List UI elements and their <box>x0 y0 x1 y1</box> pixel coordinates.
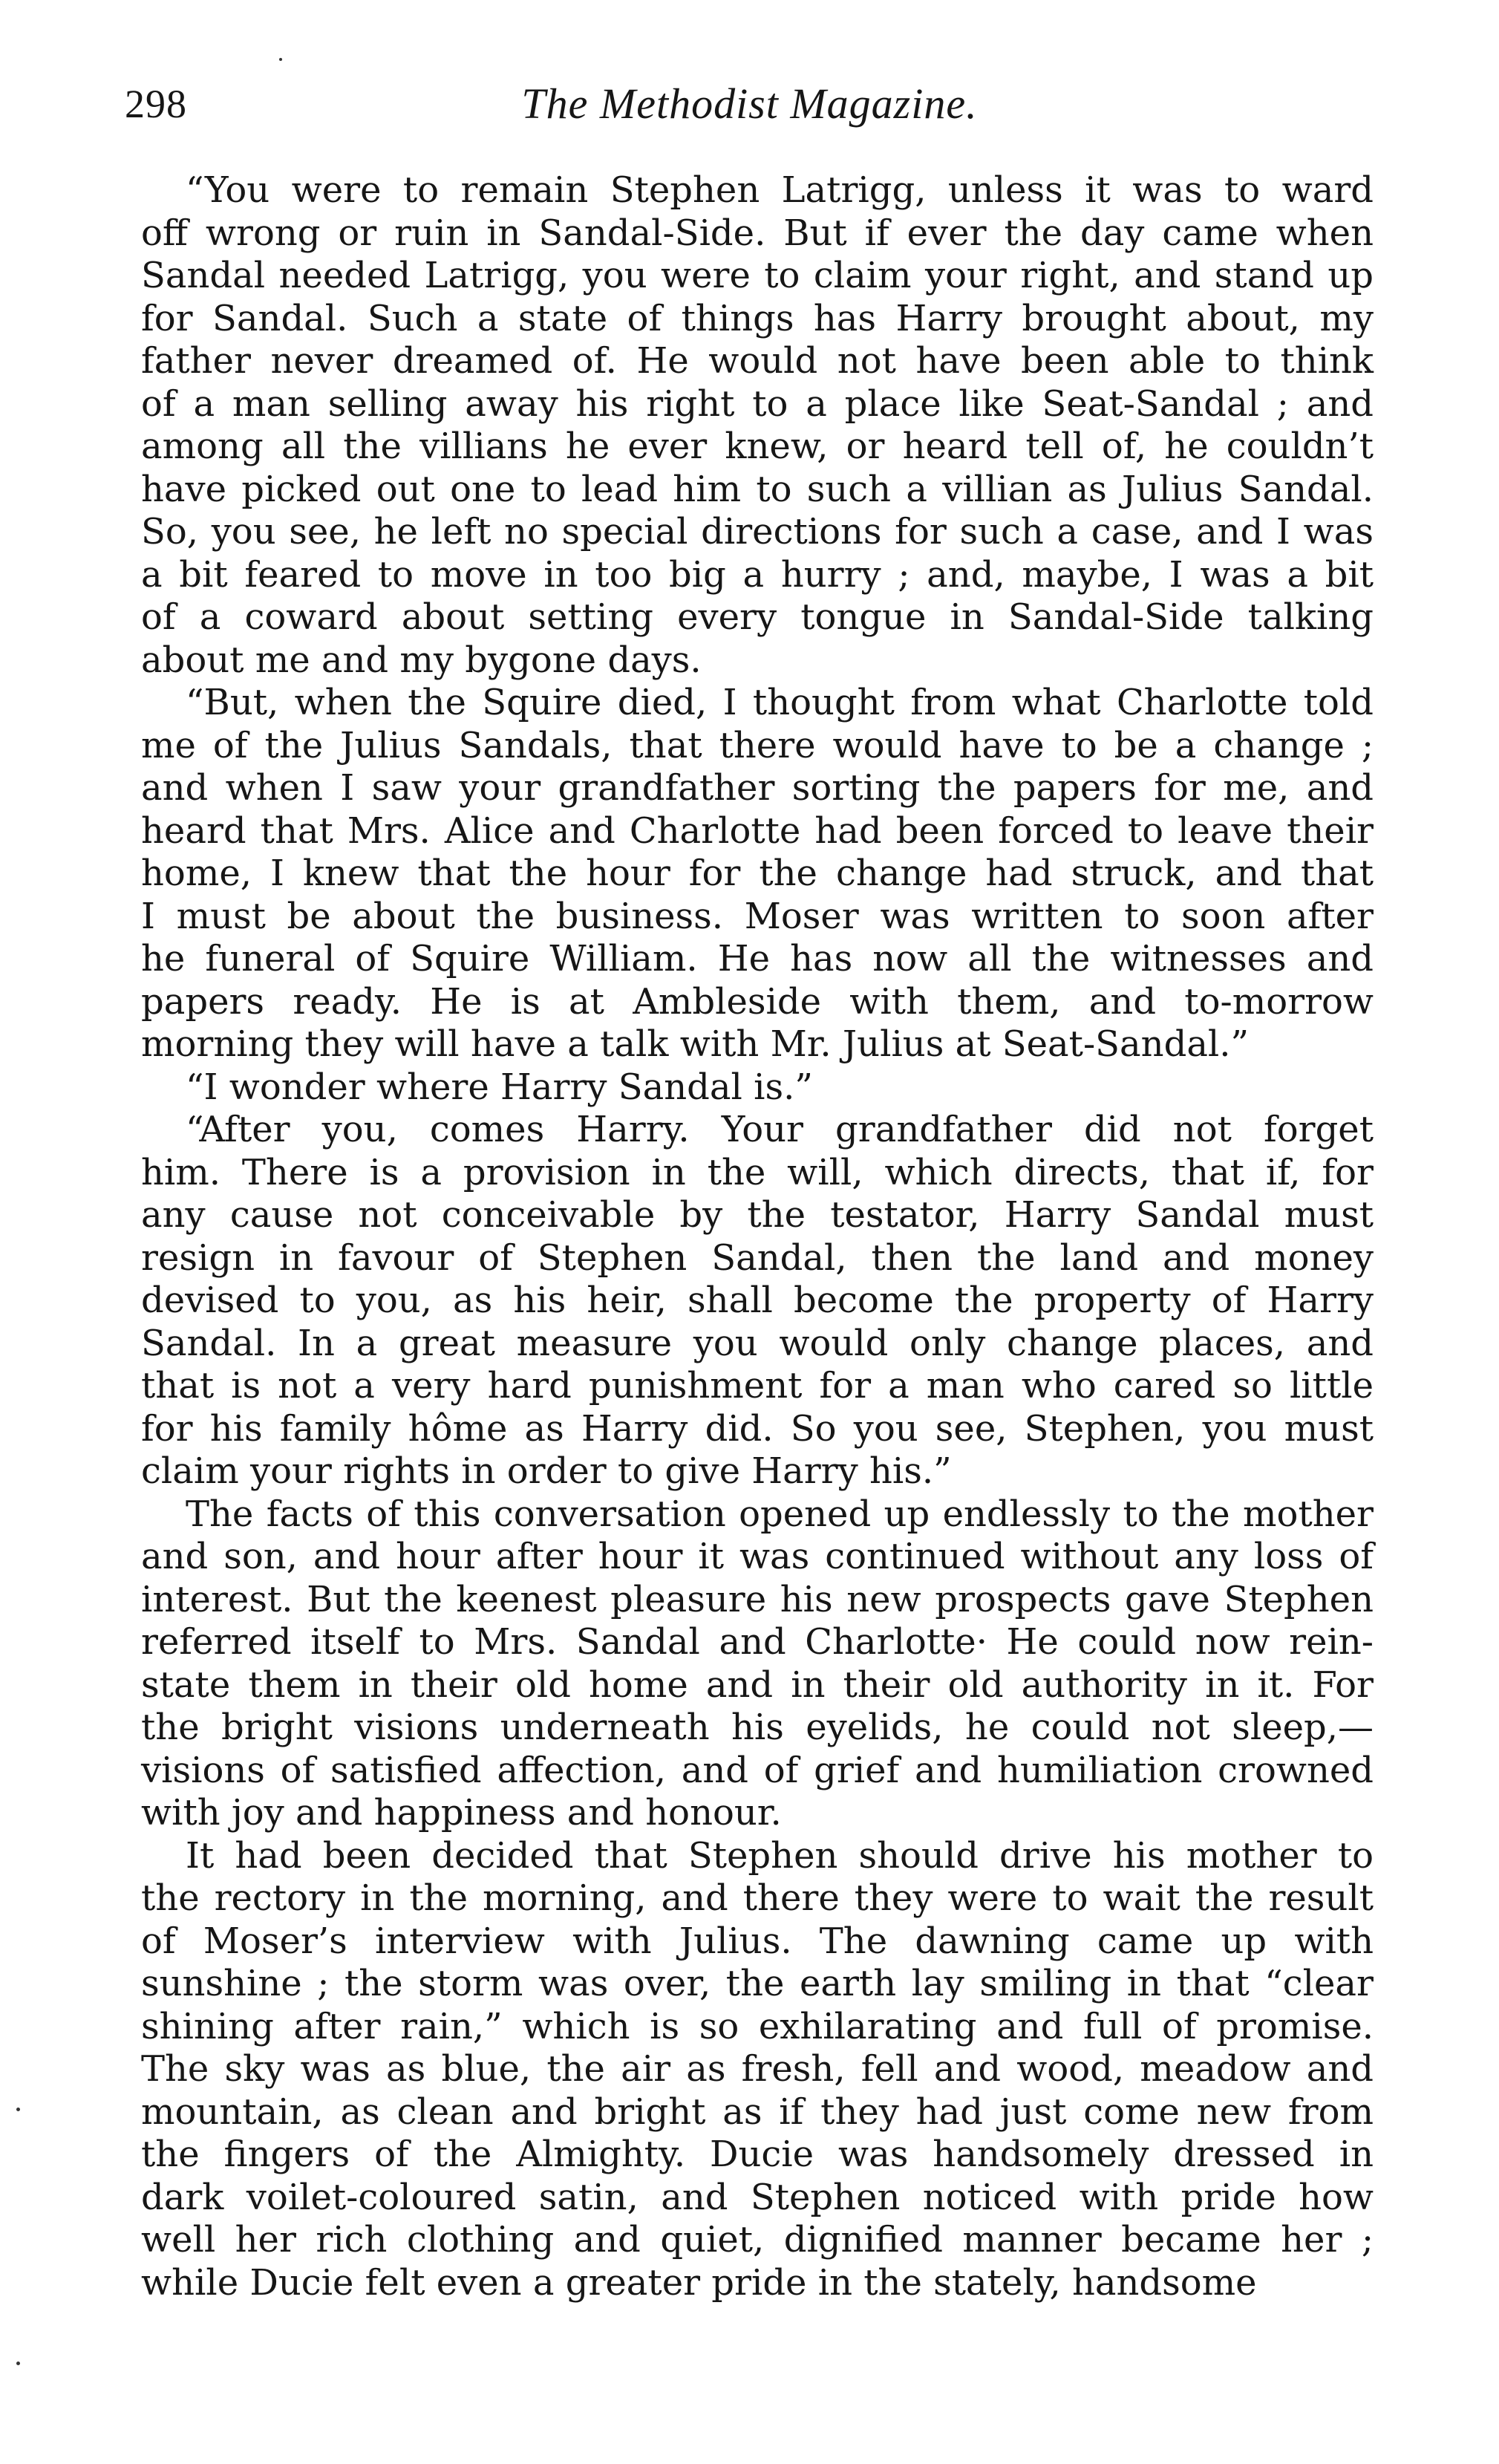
text-line: visions of satisfied affection, and of grief and humiliation crowned <box>141 1749 1374 1791</box>
paragraph <box>141 169 1374 682</box>
text-line: “After you, comes Harry. Your grandfather did not forget <box>186 1109 1374 1150</box>
text-line: and when I saw your grandfather sorting the papers for me, and <box>141 767 1374 809</box>
text-line: father never dreamed of. He would not have been able to think <box>141 340 1374 382</box>
text-line: with joy and happiness and honour. <box>141 1792 782 1834</box>
text-line: papers ready. He is at Ambleside with them, and to-morrow <box>141 980 1374 1023</box>
text-line: morning they will have a talk with Mr. Julius at Seat-Sandal.” <box>141 1023 1250 1065</box>
text-line: mountain, as clean and bright as if they had just come new from <box>141 2090 1374 2133</box>
paragraph <box>141 1066 1374 1109</box>
text-line: devised to you, as his heir, shall become the property of Harry <box>141 1280 1374 1321</box>
text-line: dark voilet-coloured satin, and Stephen noticed with pride how <box>141 2176 1374 2218</box>
text-line: of a man selling away his right to a place like Seat-Sandal ; and <box>141 382 1374 425</box>
text-line: while Ducie felt even a greater pride in the stately, handsome <box>141 2261 1257 2304</box>
text-line: of a coward about setting every tongue in Sandal-Side talking <box>141 596 1374 638</box>
text-line: any cause not conceivable by the testator, Harry Sandal must <box>141 1194 1374 1236</box>
text-line: me of the Julius Sandals, that there would have to be a change ; <box>141 724 1374 766</box>
text-line: the bright visions underneath his eyelids, he could not sleep,— <box>141 1707 1374 1748</box>
text-line: of Moser’s interview with Julius. The dawning came up with <box>141 1920 1374 1962</box>
text-line: Sandal needed Latrigg, you were to claim your right, and stand up <box>141 255 1374 296</box>
text-line: for Sandal. Such a state of things has Harry brought about, my <box>141 297 1374 339</box>
text-line: “I wonder where Harry Sandal is.” <box>186 1066 813 1108</box>
paragraph <box>141 1835 1374 2305</box>
text-line: about me and my bygone days. <box>141 639 702 681</box>
text-line: Sandal. In a great measure you would only change places, and <box>141 1322 1374 1364</box>
text-line: have picked out one to lead him to such a villian as Julius Sandal. <box>141 468 1374 510</box>
text-line: So, you see, he left no special directions for such a case, and I was <box>141 511 1374 553</box>
text-line: claim your rights in order to give Harry his.” <box>141 1450 952 1492</box>
text-line: sunshine ; the storm was over, the earth lay smiling in that “clear <box>141 1963 1374 2004</box>
paragraph <box>141 1109 1374 1493</box>
article-body <box>141 169 1374 2304</box>
text-line: resign in favour of Stephen Sandal, then the land and money <box>141 1236 1374 1279</box>
text-line: and son, and hour after hour it was continued without any loss of <box>141 1536 1374 1577</box>
text-line: home, I knew that the hour for the change had struck, and that <box>141 853 1374 894</box>
paragraph <box>141 1493 1374 1835</box>
text-line: the rectory in the morning, and there they were to wait the result <box>141 1877 1374 1919</box>
text-line: The facts of this conversation opened up endlessly to the mother <box>186 1493 1374 1535</box>
text-line: referred itself to Mrs. Sandal and Charlotte· He could now rein- <box>141 1621 1374 1663</box>
text-line: “You were to remain Stephen Latrigg, unless it was to ward <box>186 169 1374 211</box>
page-number: 298 <box>125 82 187 126</box>
text-line: state them in their old home and in their old authority in it. For <box>141 1663 1374 1706</box>
text-line: It had been decided that Stephen should drive his mother to <box>186 1834 1374 1877</box>
text-line: a bit feared to move in too big a hurry ; and, maybe, I was a bit <box>141 553 1374 596</box>
text-line: heard that Mrs. Alice and Charlotte had been forced to leave their <box>141 809 1374 852</box>
text-line: I must be about the business. Moser was written to soon after <box>141 895 1374 937</box>
paragraph <box>141 682 1374 1066</box>
text-line: among all the villians he ever knew, or heard tell of, he couldn’t <box>141 426 1374 467</box>
running-title: The Methodist Magazine. <box>521 79 978 128</box>
text-line: he funeral of Squire William. He has now all the witnesses and <box>141 938 1374 980</box>
text-line: “But, when the Squire died, I thought from what Charlotte told <box>186 682 1374 723</box>
text-line: that is not a very hard punishment for a man who cared so little <box>141 1365 1374 1407</box>
print-speck <box>279 58 282 61</box>
text-line: off wrong or ruin in Sandal-Side. But if ever the day came when <box>141 212 1374 254</box>
text-line: interest. But the keenest pleasure his new prospects gave Stephen <box>141 1578 1374 1620</box>
text-line: the fingers of the Almighty. Ducie was handsomely dressed in <box>141 2134 1374 2175</box>
print-speck <box>16 2108 20 2111</box>
text-line: shining after rain,” which is so exhilarating and full of promise. <box>141 2005 1374 2047</box>
page-header <box>0 79 1499 141</box>
text-line: well her rich clothing and quiet, dignified manner became her ; <box>141 2219 1374 2261</box>
text-line: The sky was as blue, the air as fresh, fell and wood, meadow and <box>141 2048 1374 2090</box>
text-line: for his family hôme as Harry did. So you see, Stephen, you must <box>141 1407 1374 1450</box>
text-line: him. There is a provision in the will, which directs, that if, for <box>141 1151 1374 1193</box>
print-speck <box>16 2362 20 2365</box>
